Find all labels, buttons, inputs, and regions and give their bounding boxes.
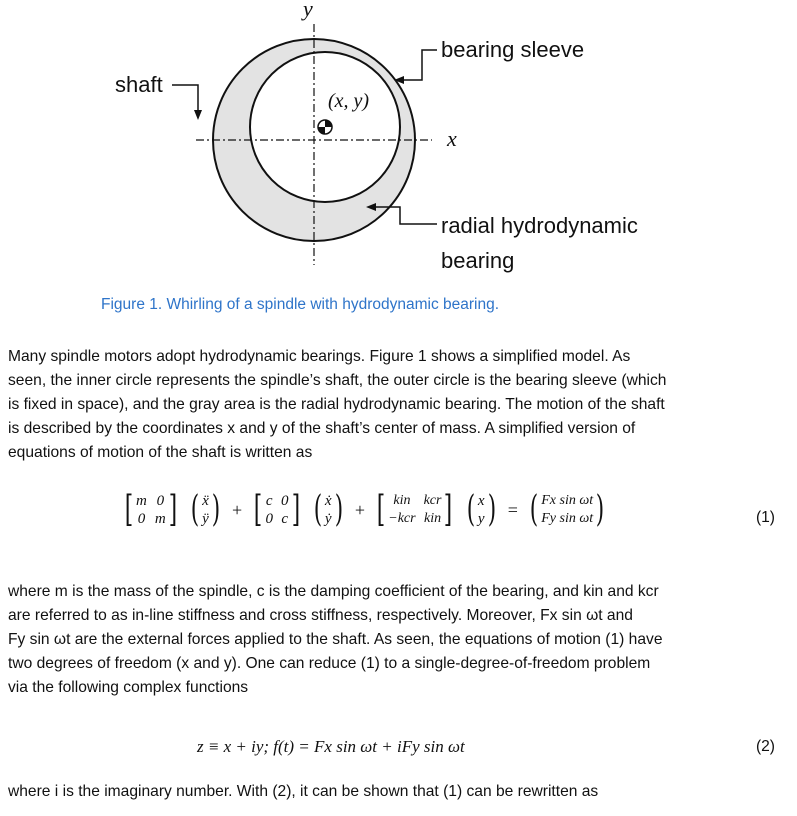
equation-2: z ≡ x + iy; f(t) = Fx sin ωt + iFy sin ωt	[197, 737, 465, 756]
paragraph-explanation	[8, 580, 788, 700]
mass-matrix: [ m 0 0 m ]	[124, 489, 177, 530]
vector-cell: ẍ	[202, 493, 209, 509]
figure-diagram	[0, 0, 797, 290]
x-axis-label: x	[447, 126, 457, 151]
matrix-cell: kin	[393, 493, 411, 508]
paragraph-line: are referred to as in-line stiffness and cross stiffness, respectively. Moreover, Fx sin ωt and	[8, 607, 633, 624]
figure-whirling-spindle	[0, 0, 797, 290]
paragraph-intro	[8, 345, 788, 465]
equation-1	[120, 489, 609, 530]
paragraph-line: where i is the imaginary number. With (2), it can be shown that (1) can be rewritten as	[8, 783, 599, 800]
radial-bearing-label-line1: radial hydrodynamic	[441, 213, 638, 238]
plus-sign: +	[232, 499, 243, 520]
paragraph-closing	[8, 780, 788, 804]
paragraph-line: Many spindle motors adopt hydrodynamic bearings. Figure 1 shows a simplified model. As	[8, 348, 631, 365]
vector-cell: ẋ	[324, 493, 332, 509]
figure-caption: Figure 1. Whirling of a spindle with hydrodynamic bearing.	[101, 296, 500, 313]
paragraph-line: seen, the inner circle represents the spindle’s shaft, the outer circle is the bearing sleeve (which	[8, 372, 667, 389]
matrix-cell: c	[281, 511, 289, 527]
sleeve-leader	[402, 50, 437, 80]
damping-matrix: [ c 0 0 c ]	[254, 489, 300, 530]
accel-vector: ( ẍ ÿ )	[190, 489, 220, 530]
matrix-cell: kcr	[423, 493, 442, 508]
matrix-cell: m	[154, 511, 166, 527]
shaft-label: shaft	[115, 72, 163, 97]
paragraph-line: is described by the coordinates x and y of the shaft’s center of mass. A simplified version of	[8, 420, 636, 437]
matrix-cell: 0	[281, 493, 289, 509]
shaft-leader	[172, 85, 198, 112]
paragraph-line: equations of motion of the shaft is written as	[8, 444, 313, 461]
paragraph-line: two degrees of freedom (x and y). One can reduce (1) to a single-degree-of-freedom problem	[8, 655, 651, 672]
vector-cell: Fy sin ωt	[541, 511, 594, 526]
vector-cell: ÿ	[202, 511, 209, 527]
bearing-sleeve-label: bearing sleeve	[441, 37, 585, 62]
center-label: (x, y)	[328, 90, 370, 112]
velocity-vector: ( ẋ ẏ )	[313, 489, 343, 530]
equation-2-number: (2)	[755, 738, 775, 755]
matrix-cell: 0	[137, 511, 146, 527]
matrix-cell: c	[265, 493, 273, 509]
equals-sign: =	[507, 499, 518, 520]
paragraph-line: via the following complex functions	[8, 679, 249, 696]
paragraph-line: Fy sin ωt are the external forces applied to the shaft. As seen, the equations of motion (1) have	[8, 631, 663, 648]
paragraph-line: is fixed in space), and the gray area is the radial hydrodynamic bearing. The motion of the shaft	[8, 396, 665, 413]
paragraph-line: where m is the mass of the spindle, c is the damping coefficient of the bearing, and kin and kcr	[8, 583, 659, 600]
matrix-cell: m	[136, 493, 147, 509]
equation-1-number: (1)	[755, 509, 775, 526]
shaft-arrow-icon	[194, 110, 202, 120]
matrix-cell: −kcr	[388, 511, 416, 526]
radial-bearing-label-line2: bearing	[441, 248, 515, 273]
center-of-mass-icon	[318, 120, 332, 134]
matrix-cell: 0	[265, 511, 273, 527]
force-vector: ( Fx sin ωt Fy sin ωt )	[530, 489, 605, 530]
vector-cell: ẏ	[324, 511, 332, 527]
vector-cell: x	[477, 493, 485, 509]
y-axis-label: y	[303, 0, 313, 21]
vector-cell: y	[477, 511, 485, 527]
stiffness-matrix: [ kin kcr −kcr kin ]	[377, 489, 453, 530]
displacement-vector: ( x y )	[466, 489, 496, 530]
matrix-cell: 0	[156, 493, 165, 509]
plus-sign: +	[354, 499, 365, 520]
vector-cell: Fx sin ωt	[541, 493, 594, 508]
matrix-cell: kin	[423, 511, 442, 526]
